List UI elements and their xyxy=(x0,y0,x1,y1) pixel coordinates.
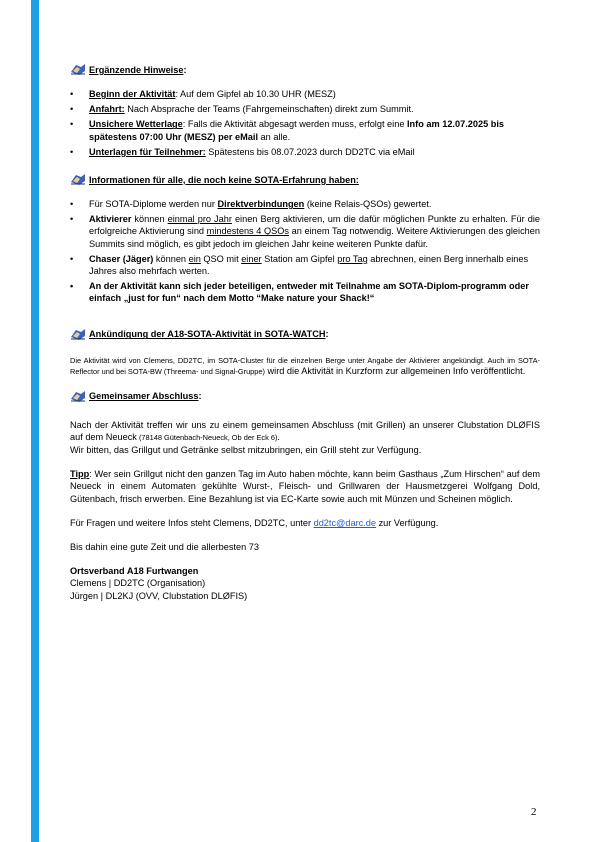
section-title: Ergänzende Hinweise xyxy=(89,64,184,75)
section-title: Informationen für alle, die noch keine SOTA-Erfahrung haben: xyxy=(89,174,359,185)
contact-paragraph: Für Fragen und weitere Infos steht Clemens, DD2TC, unter dd2tc@darc.de zur Verfügung. xyxy=(70,517,439,528)
list-item: • Beginn der Aktivität: Auf dem Gipfel ab 10.30 UHR (MESZ) xyxy=(70,88,540,100)
list-item: • Unterlagen für Teilnehmer: Spätestens bis 08.07.2023 durch DD2TC via eMail xyxy=(70,146,540,158)
document-body xyxy=(70,62,540,602)
email-link[interactable]: dd2tc@darc.de xyxy=(313,517,377,528)
farewell: Bis dahin eine gute Zeit und die allerbesten 73 xyxy=(70,542,259,553)
org-name: Ortsverband A18 Furtwangen xyxy=(70,566,199,577)
list-item: • Chaser (Jäger) können ein QSO mit einer Station am Gipfel pro Tag abrechnen, einen Berg innerhalb eines Jahres also mehrfach werten. xyxy=(70,253,540,277)
list-item: • Anfahrt: Nach Absprache der Teams (Fahrgemeinschaften) direkt zum Summit. xyxy=(70,103,540,115)
announcement-paragraph: Die Aktivität wird von Clemens, DD2TC, im SOTA-Cluster für die einzelnen Berge unter Angabe der Aktivierer angekündigt. Auch im SOTA-Reflector und bei SOTA-BW (Threema- und Signal-Gruppe) wird die Aktivität in Kurzform zur allgemeinen Info veröffentlicht. xyxy=(70,355,540,376)
section-title: Ankündigung der A18-SOTA-Aktivität in SOTA-WATCH xyxy=(89,329,326,340)
section-heading-announcement: Ankündigung der A18-SOTA-Aktivität in SOTA-WATCH : xyxy=(70,327,540,341)
newcomers-list xyxy=(70,198,540,305)
handshake-icon xyxy=(70,389,86,403)
list-item: • Aktivierer können einmal pro Jahr einen Berg aktivieren, um die dafür möglichen Punkte zu erhalten. Für die erfolgreiche Aktivierung sind mindestens 4 QSOs an einem Tag notwendig. Weitere Aktivierungen des gleichen Summits sind möglich, es gibt jedoch im gleichen Jahr keine weiteren Punkte dafür. xyxy=(70,213,540,250)
signature-line: Jürgen | DL2KJ (OVV, Clubstation DLØFIS) xyxy=(70,590,248,601)
tip-paragraph: Tipp: Wer sein Grillgut nicht den ganzen Tag im Auto haben möchte, kann beim Gasthaus „Zum Hirschen“ auf dem Neueck in einem Automaten gekühlte Wurst-, Fleisch- und Grillwaren der Hausmetzgerei Wolfgang Dold, Gütenbach, frisch erwerben. Eine Bezahlung ist via EC-Karte sowie auch mit Münzen und Scheinen möglich. xyxy=(70,469,540,504)
sidebar-stripe xyxy=(31,0,39,842)
closing-paragraph-2: Wir bitten, das Grillgut und Getränke selbst mitzubringen, ein Grill steht zur Verfügung. xyxy=(70,445,422,456)
section-heading-newcomers xyxy=(70,172,540,186)
signature-line: Clemens | DD2TC (Organisation) xyxy=(70,578,206,589)
section-heading-closing: Gemeinsamer Abschluss : xyxy=(70,389,540,403)
page-number: 2 xyxy=(531,806,537,818)
section-heading-hints: Ergänzende Hinweise : xyxy=(70,62,540,76)
list-item: • Unsichere Wetterlage: Falls die Aktivität abgesagt werden muss, erfolgt eine Info am 12.07.2025 bis spätestens 07:00 Uhr (MESZ) per eMail an alle. xyxy=(70,118,540,142)
closing-paragraph: Nach der Aktivität treffen wir uns zu einem gemeinsamen Abschluss (mit Grillen) an unserer Clubstation DLØFIS auf dem Neueck (78148 Gütenbach-Neueck, Ob der Eck 6). xyxy=(70,419,540,442)
list-item: • An der Aktivität kann sich jeder beteiligen, entweder mit Teilnahme am SOTA-Diplom-programm oder einfach „just for fun“ nach dem Motto “Make nature your Shack!“ xyxy=(70,280,540,304)
handshake-icon xyxy=(70,62,86,76)
handshake-icon xyxy=(70,327,86,341)
hints-list xyxy=(70,88,540,158)
section-title: Gemeinsamer Abschluss xyxy=(89,391,199,402)
list-item: • Für SOTA-Diplome werden nur Direktverbindungen (keine Relais-QSOs) gewertet. xyxy=(70,198,540,210)
handshake-icon xyxy=(70,172,86,186)
